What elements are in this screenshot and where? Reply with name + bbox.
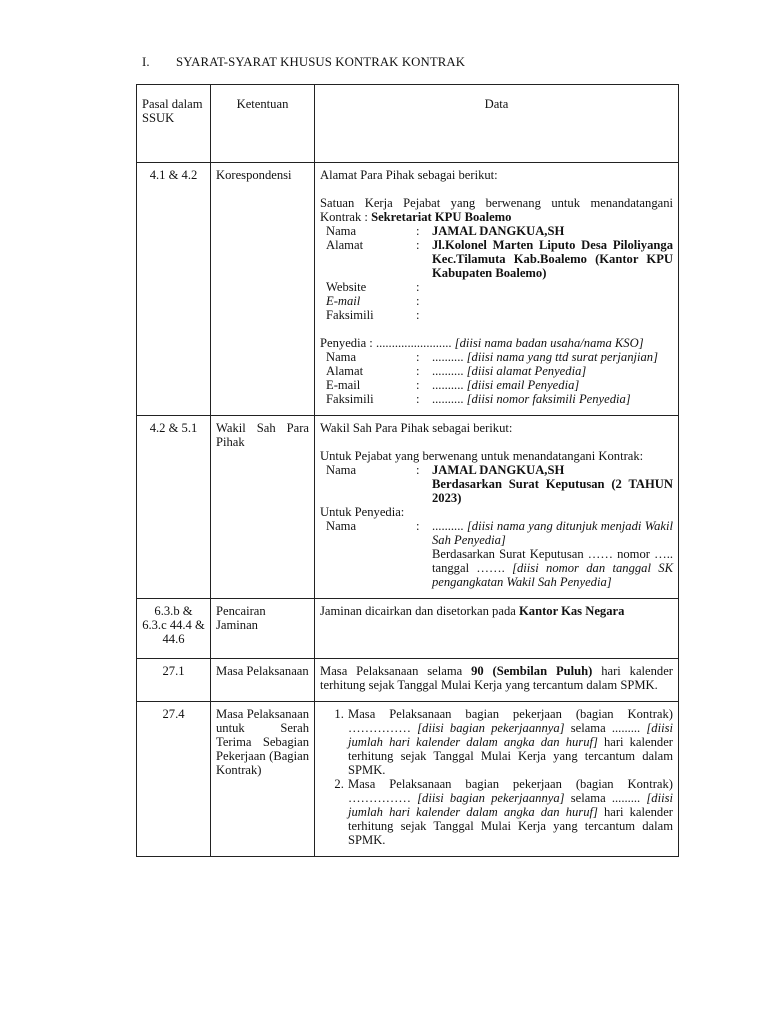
table-header-row	[137, 85, 679, 163]
header-data: Data	[315, 85, 679, 163]
bagian-list	[320, 707, 673, 847]
table-row	[137, 702, 679, 857]
pasal-cell: 27.1	[137, 659, 211, 702]
pejabat-faksimili: Faksimili :	[326, 308, 420, 322]
section-title: SYARAT-SYARAT KHUSUS KONTRAK KONTRAK	[176, 55, 466, 69]
pejabat-website: Website :	[326, 280, 420, 294]
list-item: 2. Masa Pelaksanaan bagian pekerjaan (bagian Kontrak) …………… [diisi bagian pekerjaannya] selama ......... [diisi jumlah hari kalender dalam angka dan huruf] hari kalender terhitung sejak Tanggal Mulai Kerja yang tercantum dalam SPMK.	[347, 777, 673, 847]
data-cell	[315, 163, 679, 416]
penyedia-faksimili: Faksimili : .......... [diisi nomor faksimili Penyedia]	[326, 392, 631, 406]
section-number: I.	[142, 55, 150, 69]
table-row	[137, 659, 679, 702]
data-cell: Masa Pelaksanaan selama 90 (Sembilan Puluh) hari kalender terhitung sejak Tanggal Mulai Kerja yang tercantum dalam SPMK.	[315, 659, 679, 702]
pejabat-intro: Untuk Pejabat yang berwenang untuk menandatangani Kontrak:	[320, 449, 644, 463]
satuan-kerja	[320, 196, 673, 224]
data-cell	[315, 416, 679, 599]
ketentuan-cell: Pencairan Jaminan	[211, 599, 315, 659]
header-pasal: Pasal dalam SSUK	[137, 85, 211, 163]
table-row	[137, 599, 679, 659]
pejabat-email: E-mail :	[326, 294, 420, 308]
ssuk-table	[136, 84, 679, 857]
penyedia-intro: Untuk Penyedia:	[320, 505, 405, 519]
table-row	[137, 163, 679, 416]
header-ketentuan: Ketentuan	[211, 85, 315, 163]
satuan-name: Sekretariat KPU Boalemo	[371, 210, 512, 224]
ketentuan-cell: Wakil Sah Para Pihak	[211, 416, 315, 599]
section-heading	[142, 55, 465, 69]
data-intro: Wakil Sah Para Pihak sebagai berikut:	[320, 421, 513, 435]
penyedia-email: E-mail : .......... [diisi email Penyedia]	[326, 378, 580, 392]
ketentuan-cell: Korespondensi	[211, 163, 315, 416]
list-item: 1. Masa Pelaksanaan bagian pekerjaan (bagian Kontrak) …………… [diisi bagian pekerjaannya] selama ......... [diisi jumlah hari kalender dalam angka dan huruf] hari kalender terhitung sejak Tanggal Mulai Kerja yang tercantum dalam SPMK.	[347, 707, 673, 777]
pasal-cell: 4.1 & 4.2	[137, 163, 211, 416]
pejabat-nama: Nama : JAMAL DANGKUA,SH	[326, 224, 565, 238]
penyedia-nama: Nama : .......... [diisi nama yang ditunjuk menjadi Wakil Sah Penyedia] Berdasarkan Surat Keputusan …… nomor ….. tanggal ……. [diisi nomor dan tanggal SK pengangkatan Wakil Sah Penyedia]	[326, 519, 673, 589]
table-row	[137, 416, 679, 599]
penyedia-line: Penyedia : ........................ [diisi nama badan usaha/nama KSO]	[320, 336, 644, 350]
pasal-cell: 27.4	[137, 702, 211, 857]
data-intro: Alamat Para Pihak sebagai berikut:	[320, 168, 498, 182]
pasal-cell: 4.2 & 5.1	[137, 416, 211, 599]
penyedia-alamat: Alamat : .......... [diisi alamat Penyedia]	[326, 364, 587, 378]
ketentuan-cell: Masa Pelaksanaan untuk Serah Terima Sebagian Pekerjaan (Bagian Kontrak)	[211, 702, 315, 857]
pasal-cell: 6.3.b & 6.3.c 44.4 & 44.6	[137, 599, 211, 659]
pejabat-alamat: Alamat : Jl.Kolonel Marten Liputo Desa Piloliyanga Kec.Tilamuta Kab.Boalemo (Kantor KPU Kabupaten Boalemo)	[326, 238, 673, 280]
satuan-text: Satuan Kerja Pejabat yang berwenang untuk menandatangani Kontrak :	[320, 196, 673, 224]
penyedia-nama: Nama : .......... [diisi nama yang ttd surat perjanjian]	[326, 350, 659, 364]
ketentuan-cell: Masa Pelaksanaan	[211, 659, 315, 702]
pejabat-nama: Nama : JAMAL DANGKUA,SH Berdasarkan Surat Keputusan (2 TAHUN 2023)	[326, 463, 673, 505]
data-cell: Jaminan dicairkan dan disetorkan pada Kantor Kas Negara	[315, 599, 679, 659]
data-cell	[315, 702, 679, 857]
